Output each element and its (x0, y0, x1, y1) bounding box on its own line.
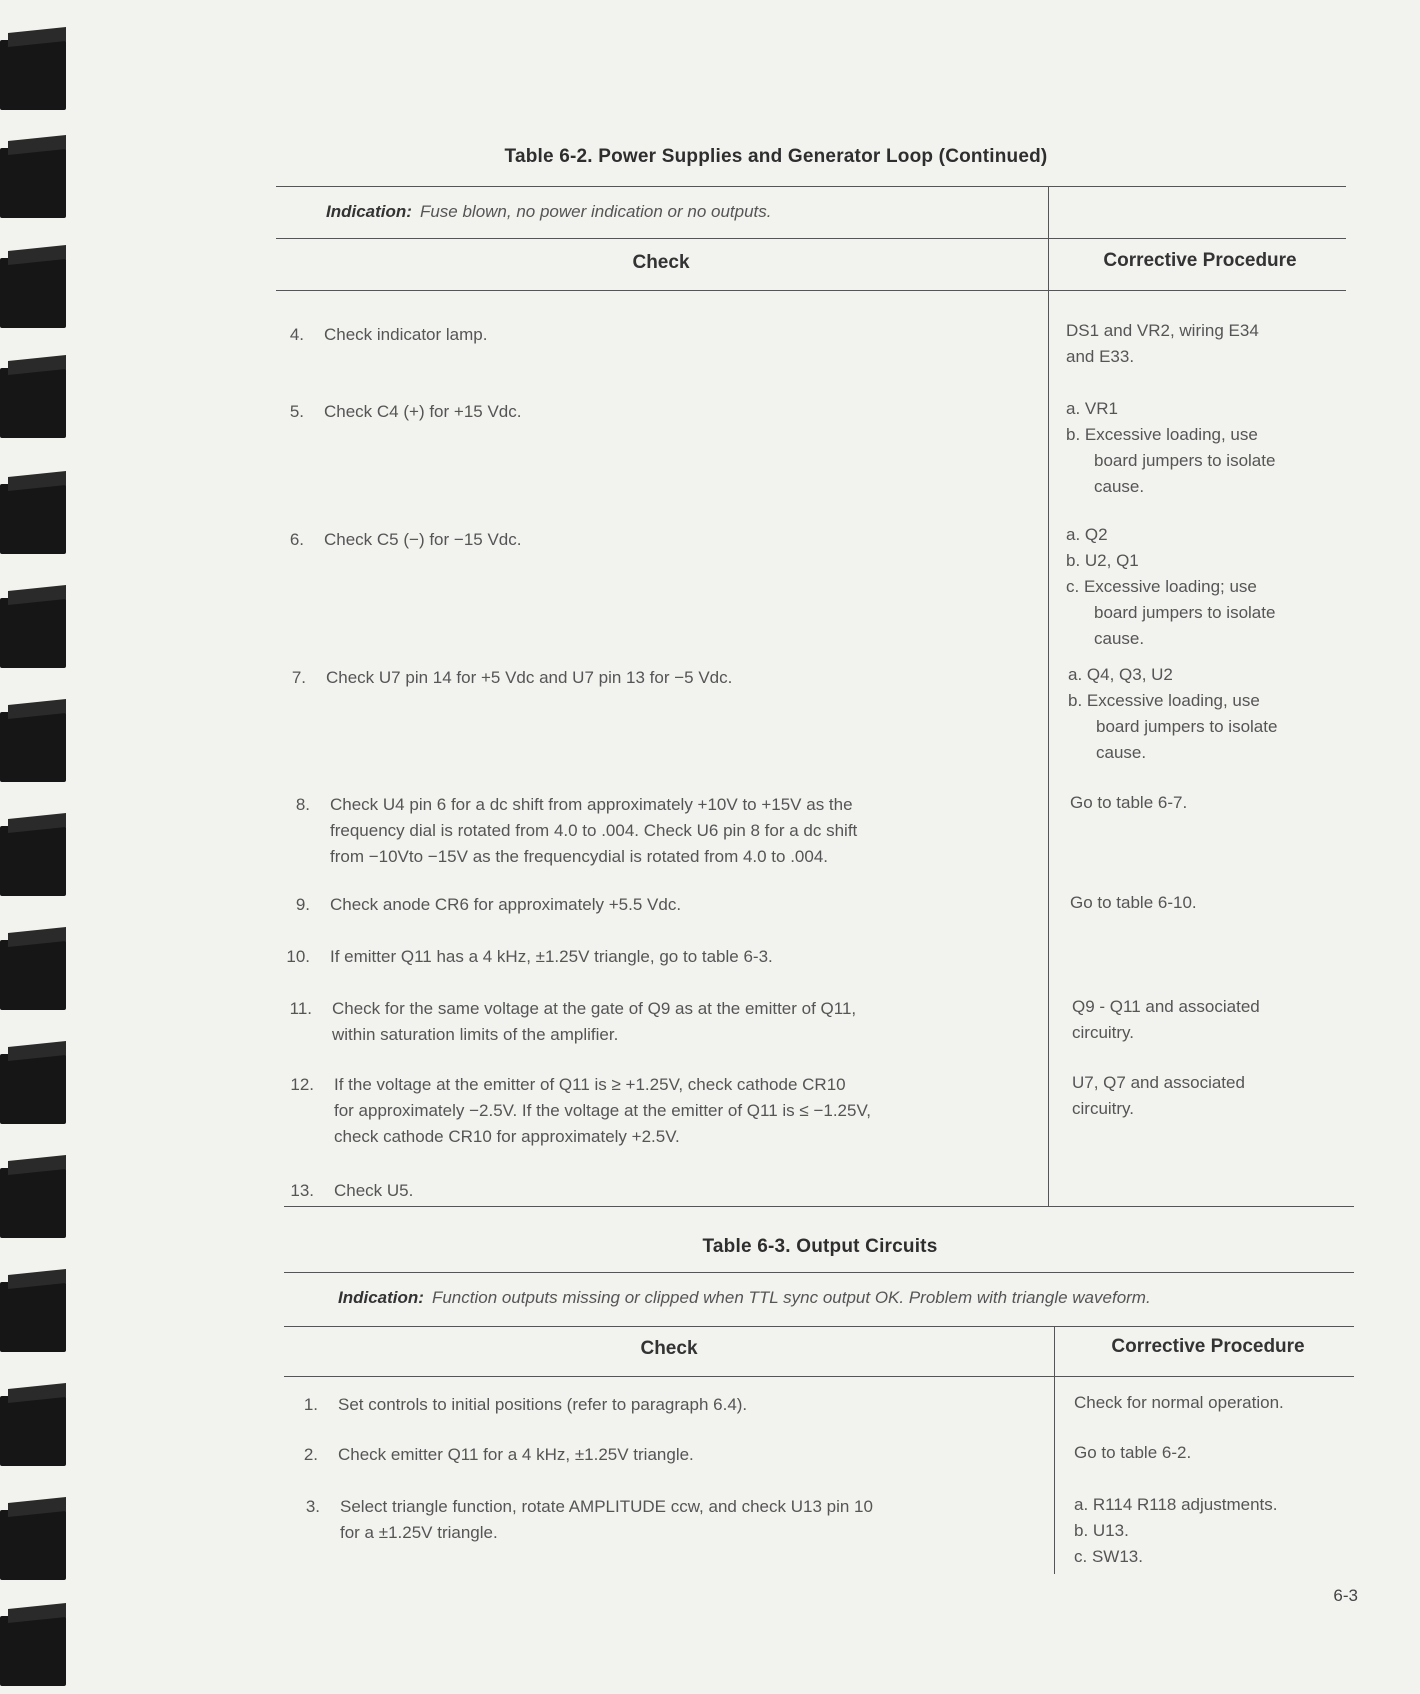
corrective-procedure: Check for normal operation. (1074, 1393, 1284, 1412)
table-rule (284, 1376, 1354, 1377)
table-rule (276, 186, 1346, 187)
corrective-procedure: Go to table 6-7. (1070, 793, 1188, 812)
column-header-procedure: Corrective Procedure (1111, 1336, 1305, 1357)
corrective-procedure: a. Q4, Q3, U2 b. Excessive loading, use board jumpers to isolate cause. (1068, 665, 1278, 762)
table-row: 12. If the voltage at the emitter of Q11 is ≥ +1.25V, check cathode CR10 for approximately −2.5V. If the voltage at the emitter of Q11 is ≤ −1.25V, check cathode CR10 for approximately +2.5V. (290, 1075, 871, 1146)
table-rule (284, 1326, 1354, 1327)
column-header-check: Check (640, 1338, 698, 1359)
corrective-procedure: DS1 and VR2, wiring E34 and E33. (1066, 321, 1259, 366)
indication-label: Indication: (326, 202, 412, 221)
corrective-procedure: a. VR1 b. Excessive loading, use board jumpers to isolate cause. (1066, 399, 1276, 496)
table-6-3-title: Table 6-3. Output Circuits (702, 1236, 938, 1257)
corrective-procedure: Go to table 6-2. (1074, 1443, 1192, 1462)
table-rule (284, 1272, 1354, 1273)
corrective-procedure: a. Q2 b. U2, Q1 c. Excessive loading; use board jumpers to isolate cause. (1066, 525, 1276, 648)
binding-ring (0, 258, 66, 328)
table-rule (276, 238, 1346, 239)
indication-text: Fuse blown, no power indication or no outputs. (419, 202, 772, 221)
corrective-procedure: Go to table 6-10. (1070, 893, 1197, 912)
binding-ring (0, 1396, 66, 1466)
binding-ring (0, 940, 66, 1010)
table-rule (276, 290, 1346, 291)
binding-ring (0, 1282, 66, 1352)
table-6-2-title: Table 6-2. Power Supplies and Generator Loop (Continued) (504, 146, 1048, 167)
table-row: 3. Select triangle function, rotate AMPLITUDE ccw, and check U13 pin 10 for a ±1.25V triangle. (305, 1497, 873, 1542)
column-divider (1054, 1326, 1055, 1574)
table-row: 8. Check U4 pin 6 for a dc shift from approximately +10V to +15V as the frequency dial is rotated from 4.0 to .004. Check U6 pin 8 for a dc shift from −10Vto −15V as the frequencydial is rotated from 4.0 to .004. (295, 795, 858, 866)
spiral-binding (0, 0, 80, 1694)
binding-ring (0, 1054, 66, 1124)
binding-ring (0, 368, 66, 438)
indication (338, 1288, 1358, 1308)
column-header-procedure: Corrective Procedure (1103, 250, 1297, 271)
binding-ring (0, 1510, 66, 1580)
binding-ring (0, 40, 66, 110)
binding-ring (0, 1168, 66, 1238)
binding-ring (0, 826, 66, 896)
corrective-procedure: a. R114 R118 adjustments. b. U13. c. SW13. (1074, 1495, 1278, 1566)
binding-ring (0, 598, 66, 668)
table-row: 11. Check for the same voltage at the gate of Q9 as at the emitter of Q11, within saturation limits of the amplifier. (289, 999, 857, 1044)
binding-ring (0, 1616, 66, 1686)
binding-ring (0, 148, 66, 218)
indication-text: Function outputs missing or clipped when TTL sync output OK. Problem with triangle waveform. (431, 1288, 1151, 1307)
page-number: 6-3 (1333, 1586, 1358, 1605)
column-header-check: Check (632, 252, 690, 273)
indication-label: Indication: (338, 1288, 424, 1307)
indication (326, 202, 1026, 222)
corrective-procedure: U7, Q7 and associated circuitry. (1072, 1073, 1245, 1118)
corrective-procedure: Q9 - Q11 and associated circuitry. (1072, 997, 1260, 1042)
binding-ring (0, 484, 66, 554)
table-rule (284, 1206, 1354, 1207)
binding-ring (0, 712, 66, 782)
column-divider (1048, 186, 1049, 1206)
